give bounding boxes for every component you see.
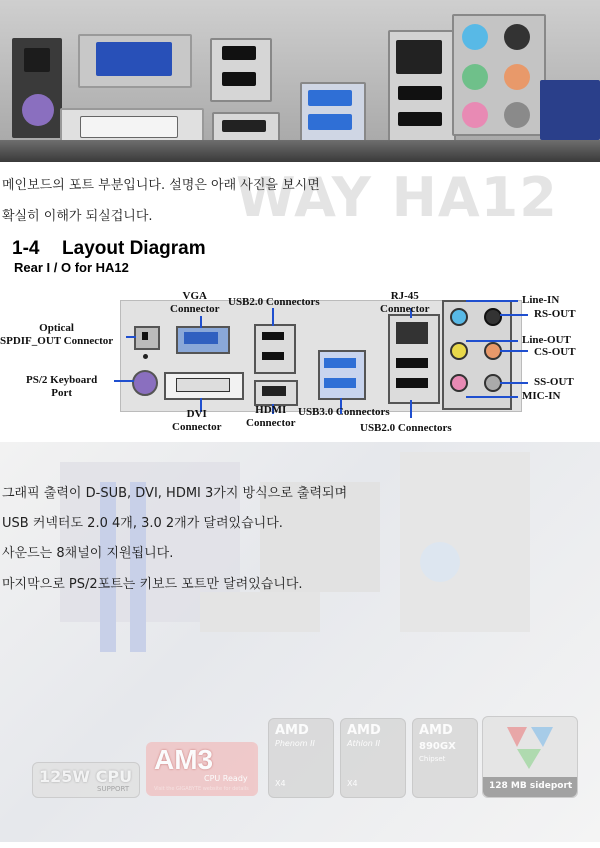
label-rs-out: RS-OUT <box>534 308 576 320</box>
sideport-badge <box>482 716 578 798</box>
sideport-text: 128 MB sideport <box>489 781 573 791</box>
amd-athlon-logo: AMD <box>347 723 381 738</box>
amd-890gx-logo: AMD <box>419 723 453 738</box>
cpu-badge-text: 125W CPU <box>39 767 133 786</box>
label-optical: Optical SPDIF_OUT Connector <box>0 322 114 347</box>
amd-athlon-sub: Athlon II <box>347 739 381 748</box>
label-line-in: Line-IN <box>522 294 560 306</box>
diagram-subheading: Rear I / O for HA12 <box>14 260 129 275</box>
label-ps2: PS/2 Keyboard Port <box>26 374 98 399</box>
rear-io-photo <box>0 0 600 162</box>
cpu-support-badge <box>32 762 140 798</box>
amd-phenom-logo: AMD <box>275 723 309 738</box>
label-usb2-top: USB2.0 Connectors <box>228 296 320 308</box>
watermark-text: WAY HA12 <box>236 166 558 229</box>
amd-athlon-badge <box>340 718 406 798</box>
label-usb3: USB3.0 Connectors <box>298 406 390 418</box>
amd-athlon-x: X4 <box>347 779 358 788</box>
cpu-badge-sub: SUPPORT <box>97 785 130 793</box>
label-vga: VGA Connector <box>170 290 220 315</box>
amd-890gx-x: Chipset <box>419 755 446 763</box>
diagram-heading <box>12 238 206 260</box>
sideport-logo-icon <box>503 723 557 771</box>
label-dvi: DVI Connector <box>172 408 222 433</box>
body-line-1: 그래픽 출력이 D-SUB, DVI, HDMI 3가지 방식으로 출력되며 <box>2 486 348 501</box>
am3-badge-text: AM3 <box>154 744 214 775</box>
heading-number: 1-4 <box>12 238 40 259</box>
body-line-4: 마지막으로 PS/2포트는 키보드 포트만 달려있습니다. <box>2 577 303 592</box>
am3-badge <box>146 742 258 796</box>
body-line-2: USB 커넥터도 2.0 4개, 3.0 2개가 달려있습니다. <box>2 516 283 531</box>
layout-diagram <box>0 280 600 440</box>
label-mic-in: MIC-IN <box>522 390 561 402</box>
amd-phenom-badge <box>268 718 334 798</box>
intro-line-2: 확실히 이해가 되실겁니다. <box>2 209 153 224</box>
label-rj45: RJ-45 Connector <box>380 290 430 315</box>
amd-890gx-badge <box>412 718 478 798</box>
body-line-3: 사운드는 8채널이 지원됩니다. <box>2 546 174 561</box>
label-line-out: Line-OUT <box>522 334 571 346</box>
amd-phenom-sub: Phenom II <box>275 739 315 748</box>
label-usb2-bottom: USB2.0 Connectors <box>360 422 452 434</box>
label-ss-out: SS-OUT <box>534 376 574 388</box>
amd-phenom-x: X4 <box>275 779 286 788</box>
am3-badge-sub: CPU Ready <box>204 774 248 783</box>
label-hdmi: HDMI Connector <box>246 404 296 429</box>
am3-badge-note: Visit the GIGABYTE website for details <box>154 786 249 792</box>
amd-890gx-sub: 890GX <box>419 741 456 752</box>
heading-title: Layout Diagram <box>62 238 206 259</box>
label-cs-out: CS-OUT <box>534 346 576 358</box>
intro-line-1: 메인보드의 포트 부분입니다. 설명은 아래 사진을 보시면 <box>2 178 320 193</box>
